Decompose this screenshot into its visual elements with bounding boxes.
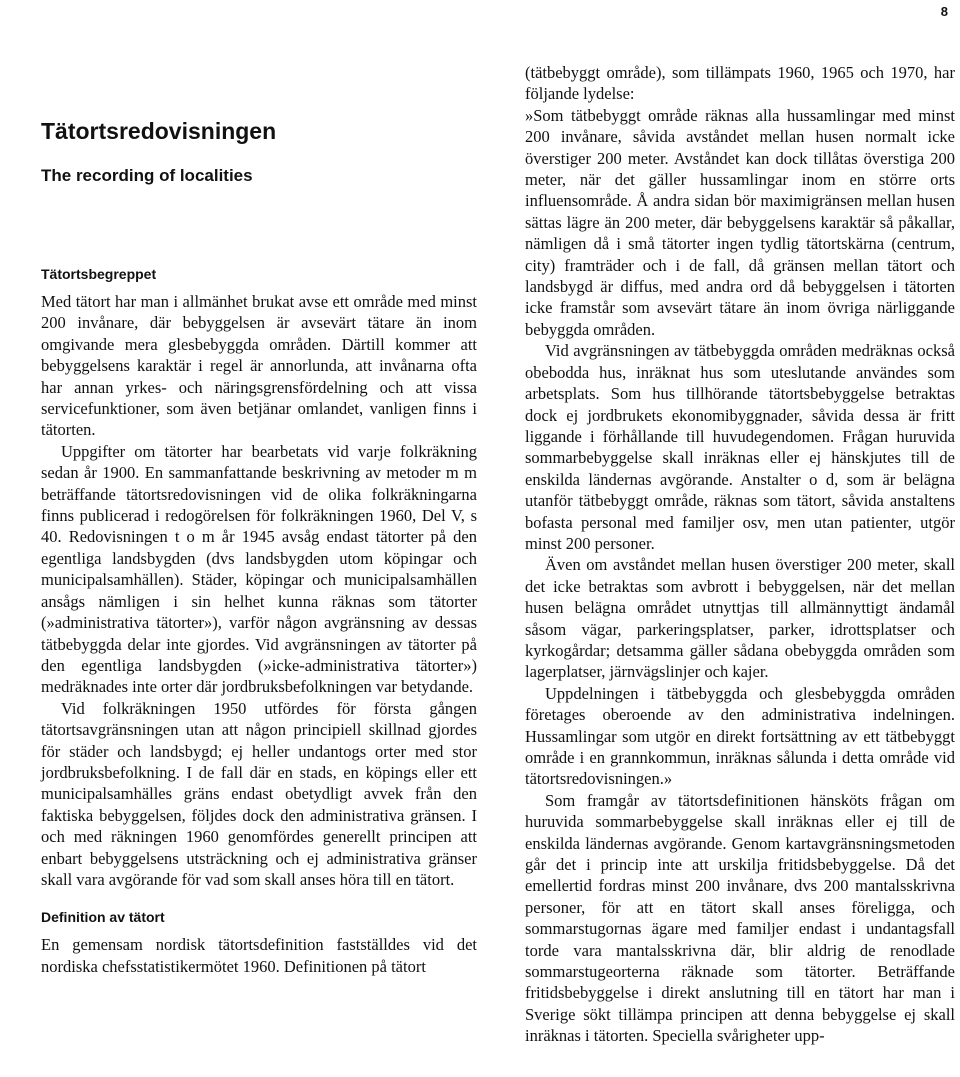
paragraph: Vid folkräkningen 1950 utfördes för första gången tätortsavgränsningen utan att någon principiell skillnad gjordes för städer och landsbygd; ej heller undantogs orter med stor jordbruksbefolkning. I de fall där en stads, en köpings eller ett municipalsamhälles gräns endast obetydligt avvek från den faktiska bebyggelsen, följdes dock den administrativa gränsen. I och med räkningen 1960 genomfördes generellt principen att enbart bebyggelsens utsträckning och ej administrativa gränser skall vara avgörande för vad som skall anses höra till en tätort. [41, 698, 477, 889]
paragraph: Uppdelningen i tätbebyggda och glesbebyggda områden företages oberoende av den administrativa indelningen. Hussamlingar som utgör en direkt fortsättning av ett tätbebyggt område i en grannkommun, inräknas sålunda i detta område vid tätortsredovisningen.» [525, 683, 955, 789]
paragraph: (tätbebyggt område), som tillämpats 1960, 1965 och 1970, har följande lydelse: [525, 63, 955, 104]
paragraph: Uppgifter om tätorter har bearbetats vid varje folkräkning sedan år 1900. En sammanfattande beskrivning av metoder m m beträffande tätortsredovisningen vid de olika folkräkningarna finns publicerad i redogörelsen för folkräkningen 1960, Del V, s 40. Redovisningen t o m år 1945 avsåg endast tätorter på den egentliga landsbygden (dvs landsbygden utom köpingar och municipalsamhällen). Städer, köpingar och municipalsamhällen ansågs nämligen i sin helhet kunna räknas som tätorter (»administrativa tätorter»), varför någon avgränsning av dessas tätbebyggda delar inte gjordes. Vid avgränsningen av tätorter på den egentliga landsbygden (»icke-administrativa tätorter») medräknades inte orter där jordbruksbefolkningen var betydande. [41, 441, 477, 697]
right-column [525, 62, 955, 1047]
paragraph: Även om avståndet mellan husen överstiger 200 meter, skall det icke betraktas som avbrott i bebyggelsen, när det mellan husen belägna området utnyttjas till allmännyttigt ändamål såsom vägar, parkeringsplatser, parker, idrottsplatser och kyrkogårdar; detsamma gäller sådana obebyggda områden som lagerplatser, järnvägslinjer och kajer. [525, 555, 955, 682]
page-subtitle: The recording of localities [41, 166, 253, 185]
paragraph: Vid avgränsningen av tätbebyggda områden medräknas också obebodda hus, inräknat hus som uteslutande användes som arbetsplats. Som hus tillhörande tätortsbebyggelse betraktas dock ej jordbrukets ekonomibyggnader, såvida dessa är fritt liggande i förhållande till huvudegendomen. Frågan huruvida sommarbebyggelse skall inräknas eller ej hänskjutes till de enskilda ländernas avgörande. Anstalter o d, som är belägna utanför tätbebyggt område, räknas som tätort, såvida anstaltens bofasta personal med familjer osv, men utan patienter, utgör minst 200 personer. [525, 341, 955, 553]
left-column [41, 265, 477, 977]
paragraph: Med tätort har man i allmänhet brukat avse ett område med minst 200 invånare, där bebyggelsen är avsevärt tätare än inom omgivande mera glesbebyggda områden. Därtill kommer att bebyggelsens karaktär i regel är annorlunda, att invånarna ofta har annan yrkes- och näringsgrensfördelning och att vissa servicefunktioner, som även betjänar omlandet, vanligen finns i tätorten. [41, 292, 477, 440]
section-heading-definition: Definition av tätort [41, 909, 165, 926]
section-heading-tatortsbegreppet: Tätortsbegreppet [41, 266, 157, 282]
paragraph: En gemensam nordisk tätortsdefinition fastställdes vid det nordiska chefsstatistikermötet 1960. Definitionen på tätort [41, 935, 477, 976]
page-title: Tätortsredovisningen [41, 118, 277, 144]
paragraph: »Som tätbebyggt område räknas alla hussamlingar med minst 200 invånare, såvida avståndet mellan husen normalt icke överstiger 200 meter. Avståndet kan dock tillåtas överstiga 200 meter, när det gäller hussamlingar inom en större orts influensområde. Å andra sidan bör maximigränsen mellan husen sättas lägre än 200 meter, där bebyggelsens karaktär så påkallar, nämligen då i små tätorter ingen tydlig tätortskärna (centrum, city) framträder och i de fall, då gränsen mellan tätort och landsbygd är diffus, med andra ord då bebyggelsen i tätorten icke framstår som avsevärt tätare än inom övriga närliggande bebyggda områden. [525, 105, 955, 339]
paragraph: Som framgår av tätortsdefinitionen hänsköts frågan om huruvida sommarbebyggelse skall inräknas eller ej till de enskilda ländernas avgörande. Genom kartavgränsningsmetoden går det i princip inte att urskilja fritidsbebyggelse. Då det emellertid fordras minst 200 invånare, dvs 200 mantalsskrivna personer, för att en tätort skall anses föreligga, och sommarstugornas ägare med familjer endast i undantagsfall torde vara mantalsskrivna där, blir aldrig de renodlade sommarstugeorterna räknade som tätorter. Beträffande fritidsbebyggelse i direkt anslutning till en tätort har man i Sverige sökt tillämpa principen att denna bebyggelse ej skall inräknas i tätorten. Speciella svårigheter upp- [525, 790, 955, 1046]
page-number: 8 [940, 4, 948, 19]
